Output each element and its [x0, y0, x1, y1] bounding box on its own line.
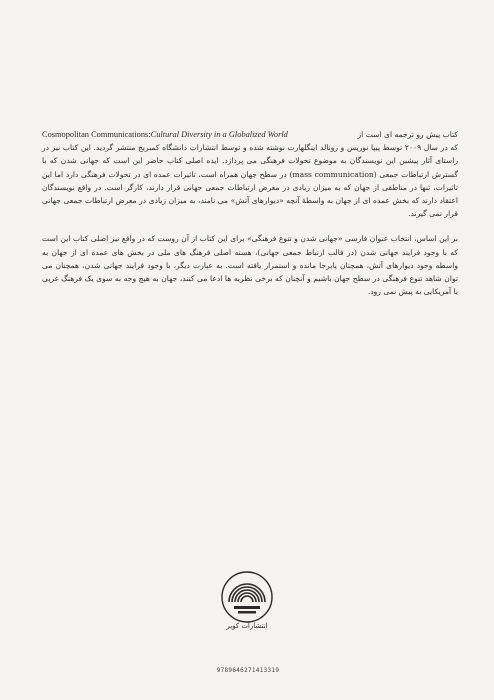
paragraph-1-body: که در سال ۲۰۰۹ توسط پیپا نوریس و رونالد اینگلهارت نوشته شده و توسط انتشارات دانشگاه کمبریج منتشر گردید. این کتاب نیز در راستای آثار پیشین این نویسندگان به موضوع تحولات فرهنگی می پردازد. ایده اصلی کتاب حاضر این است که جهانی شدن که با گسترش ارتباطات جمعی (mass communication) در سطح جهان همراه است، تاثیرات عمده ای در تحولات فرهنگی دارد اما این تاثیرات، تنها در مناطقی از جهان که به میزان زیادی در معرض ارتباطات جمعی جهانی قرار دارند، کارگر است. در واقع نویسندگان اعتقاد دارند که بخش عمده ای از جهان به واسطهٔ آنچه «دیوارهای آتش» می نامند، به میزان زیادی در معرض ارتباطات جمعی جهانی قرار نمی گیرند.	[42, 143, 458, 219]
paragraph-1	[42, 128, 458, 220]
english-book-title: Cosmopolitan Communications:Cultural Diversity in a Globalized World	[42, 130, 288, 139]
publisher-logo	[220, 570, 274, 624]
isbn-number: 9789646271413319	[216, 667, 280, 674]
first-line	[42, 128, 458, 141]
publisher-name: انتشارات کویر	[226, 622, 268, 630]
description-text	[42, 128, 458, 298]
intro-lead: کتاب پیش رو ترجمه ای است از	[357, 130, 458, 139]
paragraph-2: بر این اساس، انتخاب عنوان فارسی «جهانی شدن و تنوع فرهنگی» برای این کتاب از آن روست که در واقع نیز اصلی کتاب این است که با وجود فرایند جهانی شدن (در قالب ارتباط جمعی جهانی)، هسته اصلی فرهنگ های ملی در بخش های عمده ای از جهان به واسطه وجود دیوارهای آتش، همچنان پابرجا مانده و استمرار یافته است. به عبارت دیگر، با وجود فرایند جهانی شدن، همچنان می توان شاهد تنوع فرهنگی در سطح جهان باشیم و آنچنان که برخی نظریه ها ادعا می کنند، جهان به هیچ وجه به سوی یک فرهنگ غربی یا آمریکایی به پیش نمی رود.	[42, 234, 458, 297]
